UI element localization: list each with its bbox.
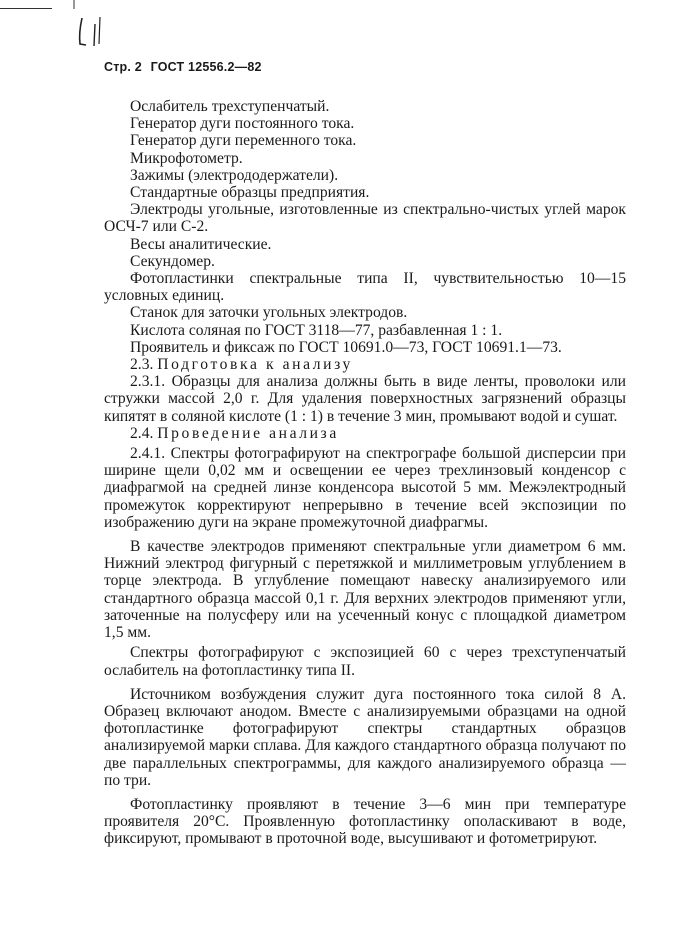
paragraph-excitation: Источником возбуждения служит дуга постоянного тока силой 8 А. Образец включают анодом. Вместе с анализируемыми образцами на одной фотопластинке фотографируют спектры стандартных образцов анализируемой марки сплава. Для каждого стандартного образца получают по две параллельных спектрограммы, для каждого анализируемого образца — по три. (104, 685, 626, 789)
section-title: Проведение анализа (157, 424, 339, 442)
equipment-item: Проявитель и фиксаж по ГОСТ 10691.0—73, ГОСТ 10691.1—73. (130, 338, 562, 356)
equipment-item: Секундомер. (130, 252, 215, 270)
paragraph-electrodes: В качестве электродов применяют спектральные угли диаметром 6 мм. Нижний электрод фигурный с перетяжкой и миллиметровым углублением в торце электрода. В углубление помещают навеску анализируемого или стандартного образца массой 0,1 г. Для верхних электродов применяют угли, заточенные на полусферу или на усеченный конус с площадкой диаметром 1,5 мм. (104, 538, 626, 642)
section-title: Подготовка к анализу (157, 356, 353, 374)
equipment-item: Зажимы (электрододержатели). (130, 166, 339, 184)
equipment-item: Генератор дуги постоянного тока. (130, 115, 355, 133)
section-heading-preparation (104, 356, 626, 373)
page-number: Стр. 2 (104, 60, 142, 74)
section-heading-analysis (104, 425, 626, 442)
equipment-item: Электроды угольные, изготовленные из спектрально-чистых углей марок ОСЧ-7 или С-2. (104, 201, 626, 236)
equipment-item: Микрофотометр. (130, 149, 243, 167)
equipment-item: Станок для заточки угольных электродов. (130, 304, 408, 322)
equipment-item: Стандартные образцы предприятия. (130, 184, 370, 202)
equipment-item: Фотопластинки спектральные типа II, чувствительностью 10—15 условных единиц. (104, 270, 626, 305)
paragraph-2-3-1: 2.3.1. Образцы для анализа должны быть в виде ленты, проволоки или стружки массой 2,0 г. Для удаления поверхностных загрязнений образцы кипятят в соляной кислоте (1 : 1) в течение 3 мин, промывают водой и сушат. (104, 373, 626, 425)
equipment-item: Ослабитель трехступенчатый. (130, 98, 330, 115)
standard-number: ГОСТ 12556.2—82 (150, 60, 262, 74)
paragraph-2-4-1: 2.4.1. Спектры фотографируют на спектрографе большой дисперсии при ширине щели 0,02 мм и освещении ее через трехлинзовый конденсор с диафрагмой на средней линзе конденсора высотой 5 мм. Межэлектродный промежуток корректируют непрерывно в течение всей экспозиции по изображению дуги на экране промежуточной диафрагмы. (104, 445, 626, 531)
paragraph-development: Фотопластинку проявляют в течение 3—6 мин при температуре проявителя 20°С. Проявленную фотопластинку ополаскивают в воде, фиксируют, промывают в проточной воде, высушивают и фотометрируют. (104, 795, 626, 848)
equipment-item: Кислота соляная по ГОСТ 3118—77, разбавленная 1 : 1. (130, 321, 503, 339)
equipment-item: Генератор дуги переменного тока. (130, 132, 357, 150)
paragraph-exposure: Спектры фотографируют с экспозицией 60 с через трехступенчатый ослабитель на фотопластинку типа II. (104, 644, 626, 679)
margin-scan-marks (0, 0, 120, 60)
page-header (104, 60, 262, 74)
section-number: 2.3. (130, 356, 154, 374)
equipment-item: Весы аналитические. (130, 235, 272, 253)
section-number: 2.4. (130, 424, 154, 442)
document-body (104, 98, 626, 848)
